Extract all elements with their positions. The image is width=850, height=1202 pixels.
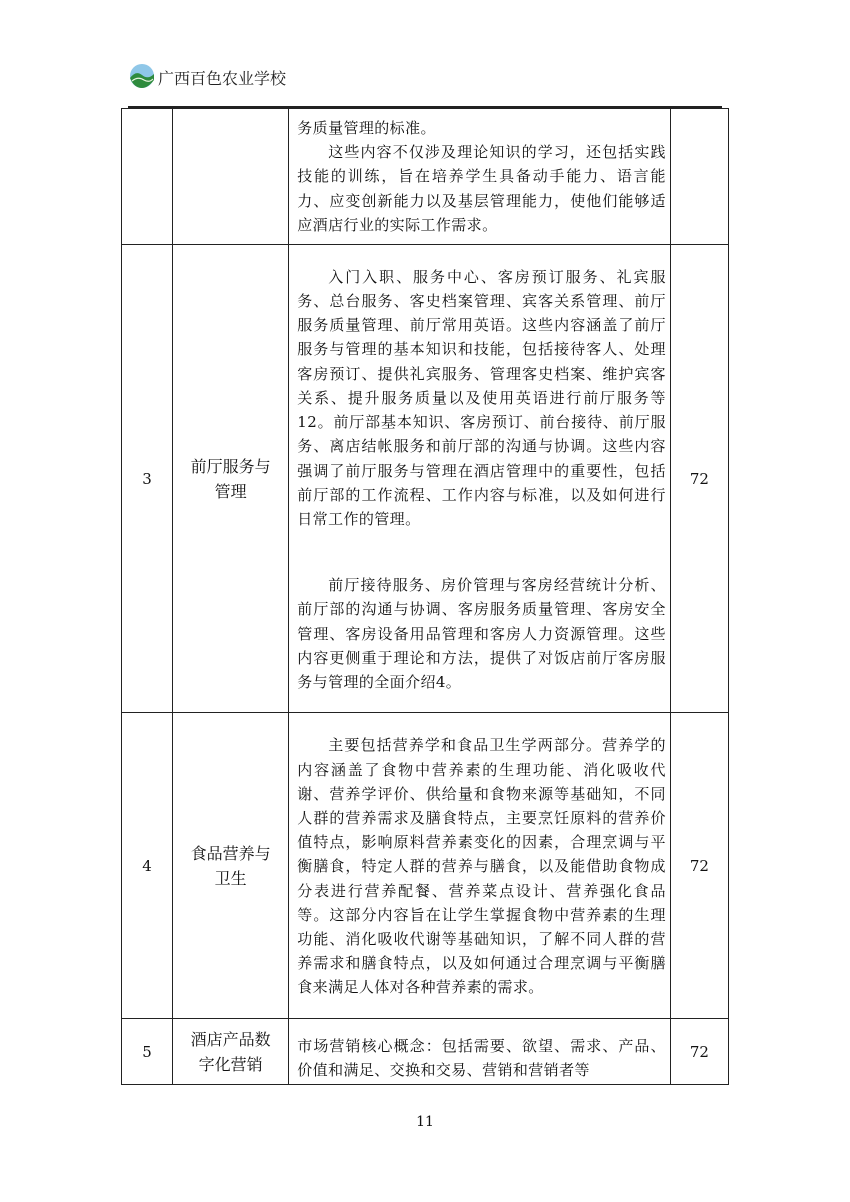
course-content — [289, 1019, 671, 1085]
table-row — [122, 713, 729, 1019]
course-name — [173, 109, 289, 245]
course-number: 4 — [122, 713, 173, 1019]
table-row — [122, 245, 729, 713]
school-emblem-icon — [128, 62, 156, 90]
course-content — [289, 713, 671, 1019]
course-hours: 72 — [670, 1019, 728, 1085]
table-row — [122, 109, 729, 245]
table-row — [122, 1019, 729, 1085]
course-number: 5 — [122, 1019, 173, 1085]
page-number: 11 — [416, 1114, 434, 1130]
content-paragraph: 这些内容不仅涉及理论知识的学习，还包括实践技能的训练，旨在培养学生具备动手能力、语言能力、应变创新能力以及基层管理能力，使他们能够适应酒店行业的实际工作需求。 — [297, 143, 666, 234]
school-name: 广西百色农业学校 — [158, 69, 287, 88]
course-name: 前厅服务与管理 — [173, 245, 289, 713]
content-paragraph: 入门入职、服务中心、客房预订服务、礼宾服务、总台服务、客史档案管理、宾客关系管理、前厅服务质量管理、前厅常用英语。这些内容涵盖了前厅服务与管理的基本知识和技能，包括接待客人、处理客房预订、提供礼宾服务、管理客史档案、维护宾客关系、提升服务质量以及使用英语进行前厅服务等12。前厅部基本知识、客房预订、前台接待、前厅服务、离店结帐服务和前厅部的沟通与协调。这些内容强调了前厅服务与管理在酒店管理中的重要性，包括前厅部的工作流程、工作内容与标准，以及如何进行日常工作的管理。 — [297, 267, 666, 528]
course-table — [121, 108, 729, 1085]
course-number — [122, 109, 173, 245]
course-name: 食品营养与卫生 — [173, 713, 289, 1019]
content-paragraph: 市场营销核心概念：包括需要、欲望、需求、产品、价值和满足、交换和交易、营销和营销者等 — [297, 1036, 666, 1079]
course-name: 酒店产品数字化营销 — [173, 1019, 289, 1085]
course-hours — [670, 109, 728, 245]
content-paragraph: 前厅接待服务、房价管理与客房经营统计分析、前厅部的沟通与协调、客房服务质量管理、客房安全管理、客房设备用品管理和客房人力资源管理。这些内容更侧重于理论和方法，提供了对饭店前厅客房服务与管理的全面介绍4。 — [297, 576, 666, 691]
course-hours: 72 — [670, 713, 728, 1019]
course-content — [289, 109, 671, 245]
course-content — [289, 245, 671, 713]
course-hours: 72 — [670, 245, 728, 713]
content-paragraph: 务质量管理的标准。 — [297, 118, 436, 137]
course-number: 3 — [122, 245, 173, 713]
content-paragraph: 主要包括营养学和食品卫生学两部分。营养学的内容涵盖了食物中营养素的生理功能、消化吸收代谢、营养学评价、供给量和食物来源等基础知，不同人群的营养需求及膳食特点，主要烹饪原料的营养价值特点，影响原料营养素变化的因素，合理烹调与平衡膳食，特定人群的营养与膳食，以及能借助食物成分表进行营养配餐、营养菜点设计、营养强化食品等。这部分内容旨在让学生掌握食物中营养素的生理功能、消化吸收代谢等基础知识，了解不同人群的营养需求和膳食特点，以及如何通过合理烹调与平衡膳食来满足人体对各种营养素的需求。 — [297, 736, 666, 997]
